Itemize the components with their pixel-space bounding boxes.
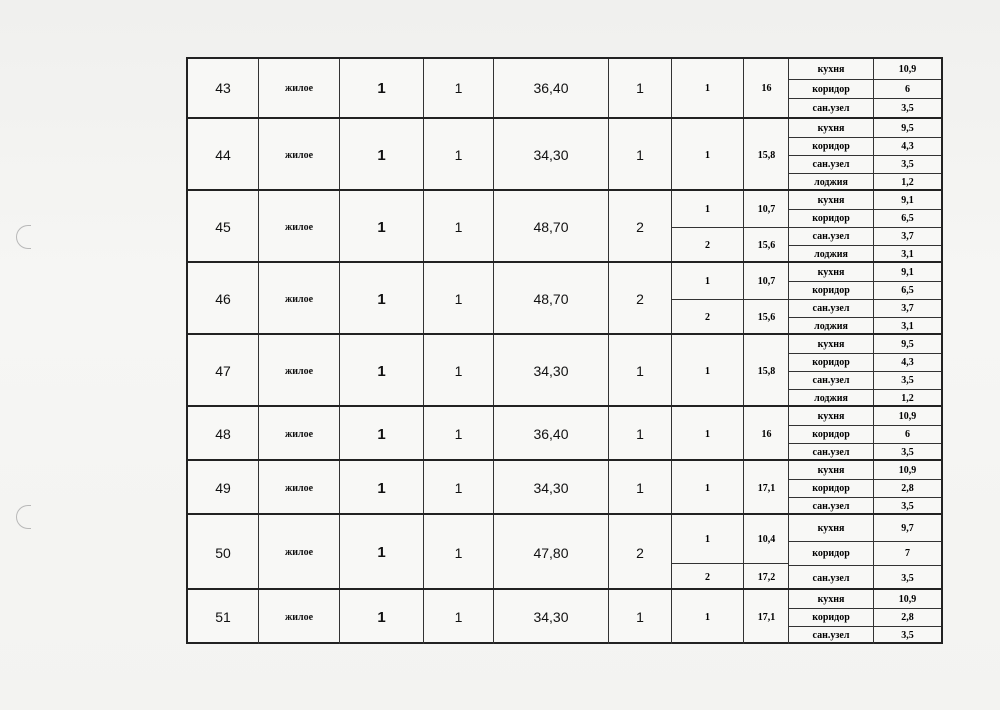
auxiliary-room-area: 3,5 <box>901 102 914 114</box>
auxiliary-room <box>789 590 941 608</box>
auxiliary-room <box>789 281 941 299</box>
auxiliary-room-area: 10,9 <box>898 63 917 75</box>
auxiliary-room <box>789 191 941 209</box>
total-area: 34,30 <box>494 335 609 407</box>
auxiliary-room <box>789 541 941 565</box>
auxiliary-rooms <box>789 407 941 461</box>
apartment-number: 50 <box>188 515 259 590</box>
living-room-count: 1 <box>609 335 672 407</box>
auxiliary-room-name: лоджия <box>789 174 874 191</box>
auxiliary-room-name: кухня <box>789 119 874 137</box>
living-room <box>672 227 789 263</box>
living-room <box>672 515 789 563</box>
auxiliary-room-name: сан.узел <box>789 156 874 173</box>
living-room <box>672 407 789 461</box>
auxiliary-room <box>789 137 941 155</box>
rooms-value: 1 <box>340 119 424 191</box>
living-room-count: 1 <box>609 119 672 191</box>
apartment-row <box>188 459 941 515</box>
auxiliary-room-area: 3,5 <box>901 630 914 641</box>
auxiliary-room <box>789 98 941 117</box>
auxiliary-room-name: сан.узел <box>789 228 874 245</box>
auxiliary-room-name: коридор <box>789 138 874 155</box>
living-room-area: 15,6 <box>743 228 789 263</box>
auxiliary-room-area: 3,1 <box>901 321 914 332</box>
auxiliary-room <box>789 227 941 245</box>
auxiliary-room <box>789 263 941 281</box>
total-area: 47,80 <box>494 515 609 590</box>
living-room-count: 1 <box>609 590 672 644</box>
auxiliary-room-area: 3,1 <box>901 249 914 260</box>
auxiliary-room-name: сан.узел <box>789 566 874 590</box>
auxiliary-room <box>789 515 941 541</box>
auxiliary-room <box>789 155 941 173</box>
auxiliary-room <box>789 371 941 389</box>
floor-value: 1 <box>424 119 494 191</box>
floor-value: 1 <box>424 515 494 590</box>
auxiliary-room-area: 3,5 <box>901 447 914 458</box>
living-room-count: 1 <box>609 59 672 117</box>
living-room <box>672 191 789 227</box>
auxiliary-room-area: 1,2 <box>901 393 914 404</box>
living-room-index: 2 <box>705 571 710 583</box>
living-room-area: 16 <box>743 407 789 461</box>
auxiliary-room-area: 2,8 <box>901 612 914 623</box>
total-area: 48,70 <box>494 191 609 263</box>
auxiliary-room-name: кухня <box>789 461 874 479</box>
premises-type: жилое <box>259 407 340 461</box>
auxiliary-room-name: коридор <box>789 609 874 626</box>
auxiliary-room <box>789 335 941 353</box>
living-room-area: 10,7 <box>743 263 789 299</box>
auxiliary-rooms <box>789 461 941 515</box>
apartment-row <box>188 333 941 407</box>
auxiliary-room-name: сан.узел <box>789 99 874 117</box>
living-room-index: 1 <box>705 275 710 287</box>
auxiliary-rooms <box>789 335 941 407</box>
living-room-index: 2 <box>705 240 710 251</box>
auxiliary-room-name: кухня <box>789 335 874 353</box>
living-room-index: 1 <box>705 482 710 494</box>
premises-type: жилое <box>259 335 340 407</box>
premises-type: жилое <box>259 515 340 590</box>
living-room-area: 10,7 <box>743 191 789 227</box>
auxiliary-room-area: 2,8 <box>901 483 914 494</box>
living-room-area: 17,1 <box>743 461 789 515</box>
apartment-row <box>188 261 941 335</box>
rooms-value: 1 <box>340 515 424 590</box>
total-area: 34,30 <box>494 119 609 191</box>
premises-type: жилое <box>259 263 340 335</box>
premises-type: жилое <box>259 191 340 263</box>
living-room-area: 10,4 <box>743 515 789 563</box>
auxiliary-room-area: 3,5 <box>901 572 914 584</box>
auxiliary-room <box>789 626 941 644</box>
floor-value: 1 <box>424 590 494 644</box>
floor-value: 1 <box>424 191 494 263</box>
rooms-value: 1 <box>340 263 424 335</box>
apartment-number: 51 <box>188 590 259 644</box>
auxiliary-room-area: 3,7 <box>901 231 914 242</box>
auxiliary-room <box>789 407 941 425</box>
auxiliary-room-name: кухня <box>789 191 874 209</box>
floor-value: 1 <box>424 59 494 117</box>
auxiliary-room-name: лоджия <box>789 318 874 335</box>
auxiliary-room-area: 6 <box>905 429 910 440</box>
living-room <box>672 263 789 299</box>
living-room-index: 1 <box>705 365 710 377</box>
auxiliary-room-area: 4,3 <box>901 357 914 368</box>
auxiliary-room-name: коридор <box>789 426 874 443</box>
living-room-area: 15,6 <box>743 300 789 335</box>
auxiliary-room-name: кухня <box>789 407 874 425</box>
apartment-row <box>188 189 941 263</box>
auxiliary-room-area: 7 <box>905 548 910 559</box>
auxiliary-room <box>789 425 941 443</box>
apartment-number: 48 <box>188 407 259 461</box>
apartment-row <box>188 59 941 117</box>
living-room-count: 1 <box>609 407 672 461</box>
auxiliary-room-area: 9,5 <box>901 338 914 350</box>
auxiliary-room-name: сан.узел <box>789 627 874 644</box>
auxiliary-room-area: 9,5 <box>901 122 914 134</box>
living-room <box>672 335 789 407</box>
apartment-row <box>188 513 941 590</box>
auxiliary-room-area: 9,1 <box>901 266 914 278</box>
auxiliary-room-name: сан.узел <box>789 372 874 389</box>
auxiliary-room-area: 3,5 <box>901 501 914 512</box>
auxiliary-room-name: сан.узел <box>789 498 874 515</box>
auxiliary-room-area: 1,2 <box>901 177 914 188</box>
living-room-index: 1 <box>705 203 710 215</box>
auxiliary-room-name: коридор <box>789 542 874 565</box>
living-room-area: 17,2 <box>743 564 789 590</box>
living-room-area: 17,1 <box>743 590 789 644</box>
auxiliary-room <box>789 209 941 227</box>
auxiliary-rooms <box>789 263 941 335</box>
living-room <box>672 119 789 191</box>
living-room-index: 1 <box>705 149 710 161</box>
premises-type: жилое <box>259 59 340 117</box>
premises-type: жилое <box>259 119 340 191</box>
auxiliary-room-name: коридор <box>789 480 874 497</box>
living-room <box>672 299 789 335</box>
living-room-area: 15,8 <box>743 335 789 407</box>
apartment-number: 45 <box>188 191 259 263</box>
apartment-row <box>188 405 941 461</box>
living-room-area: 15,8 <box>743 119 789 191</box>
auxiliary-room <box>789 119 941 137</box>
auxiliary-room-area: 4,3 <box>901 141 914 152</box>
living-room-count: 2 <box>609 515 672 590</box>
auxiliary-room-name: сан.узел <box>789 444 874 461</box>
auxiliary-rooms <box>789 191 941 263</box>
total-area: 48,70 <box>494 263 609 335</box>
auxiliary-room <box>789 299 941 317</box>
auxiliary-room-name: сан.узел <box>789 300 874 317</box>
auxiliary-room-area: 6,5 <box>901 213 914 224</box>
apartment-number: 47 <box>188 335 259 407</box>
auxiliary-room <box>789 479 941 497</box>
rooms-value: 1 <box>340 335 424 407</box>
auxiliary-room-area: 6,5 <box>901 285 914 296</box>
apartments-table <box>186 57 943 644</box>
auxiliary-room-area: 10,9 <box>898 593 917 605</box>
living-room <box>672 590 789 644</box>
auxiliary-room-name: кухня <box>789 590 874 608</box>
apartment-number: 49 <box>188 461 259 515</box>
floor-value: 1 <box>424 407 494 461</box>
rooms-value: 1 <box>340 191 424 263</box>
premises-type: жилое <box>259 590 340 644</box>
auxiliary-room-area: 9,7 <box>901 522 914 534</box>
rooms-value: 1 <box>340 59 424 117</box>
auxiliary-room-area: 3,5 <box>901 159 914 170</box>
total-area: 34,30 <box>494 590 609 644</box>
auxiliary-rooms <box>789 59 941 117</box>
living-room-index: 1 <box>705 611 710 623</box>
auxiliary-room-area: 3,5 <box>901 375 914 386</box>
living-room-index: 1 <box>705 533 710 545</box>
rooms-value: 1 <box>340 461 424 515</box>
rooms-value: 1 <box>340 407 424 461</box>
living-room-count: 2 <box>609 263 672 335</box>
auxiliary-room-area: 9,1 <box>901 194 914 206</box>
auxiliary-room-name: коридор <box>789 354 874 371</box>
total-area: 36,40 <box>494 59 609 117</box>
auxiliary-room <box>789 79 941 98</box>
living-room <box>672 59 789 117</box>
apartment-row <box>188 588 941 644</box>
auxiliary-room <box>789 59 941 79</box>
living-room-count: 2 <box>609 191 672 263</box>
living-room-index: 2 <box>705 312 710 323</box>
auxiliary-rooms <box>789 590 941 644</box>
rooms-value: 1 <box>340 590 424 644</box>
floor-value: 1 <box>424 263 494 335</box>
auxiliary-room-name: кухня <box>789 263 874 281</box>
auxiliary-room-name: коридор <box>789 282 874 299</box>
auxiliary-room-name: кухня <box>789 59 874 79</box>
apartment-number: 44 <box>188 119 259 191</box>
living-room-index: 1 <box>705 82 710 94</box>
auxiliary-room-area: 3,7 <box>901 303 914 314</box>
auxiliary-room-name: лоджия <box>789 390 874 407</box>
auxiliary-room-area: 6 <box>905 83 910 95</box>
total-area: 36,40 <box>494 407 609 461</box>
auxiliary-room <box>789 353 941 371</box>
living-room <box>672 563 789 590</box>
auxiliary-room-name: лоджия <box>789 246 874 263</box>
auxiliary-room <box>789 608 941 626</box>
auxiliary-room-name: кухня <box>789 515 874 541</box>
auxiliary-room-area: 10,9 <box>898 464 917 476</box>
total-area: 34,30 <box>494 461 609 515</box>
apartment-row <box>188 117 941 191</box>
living-room-count: 1 <box>609 461 672 515</box>
auxiliary-room-name: коридор <box>789 80 874 98</box>
auxiliary-rooms <box>789 119 941 191</box>
living-room-area: 16 <box>743 59 789 117</box>
living-room <box>672 461 789 515</box>
auxiliary-room <box>789 565 941 590</box>
living-room-index: 1 <box>705 428 710 440</box>
auxiliary-room-name: коридор <box>789 210 874 227</box>
auxiliary-room-area: 10,9 <box>898 410 917 422</box>
floor-value: 1 <box>424 335 494 407</box>
apartment-number: 43 <box>188 59 259 117</box>
floor-value: 1 <box>424 461 494 515</box>
auxiliary-rooms <box>789 515 941 590</box>
apartment-number: 46 <box>188 263 259 335</box>
auxiliary-room <box>789 461 941 479</box>
premises-type: жилое <box>259 461 340 515</box>
